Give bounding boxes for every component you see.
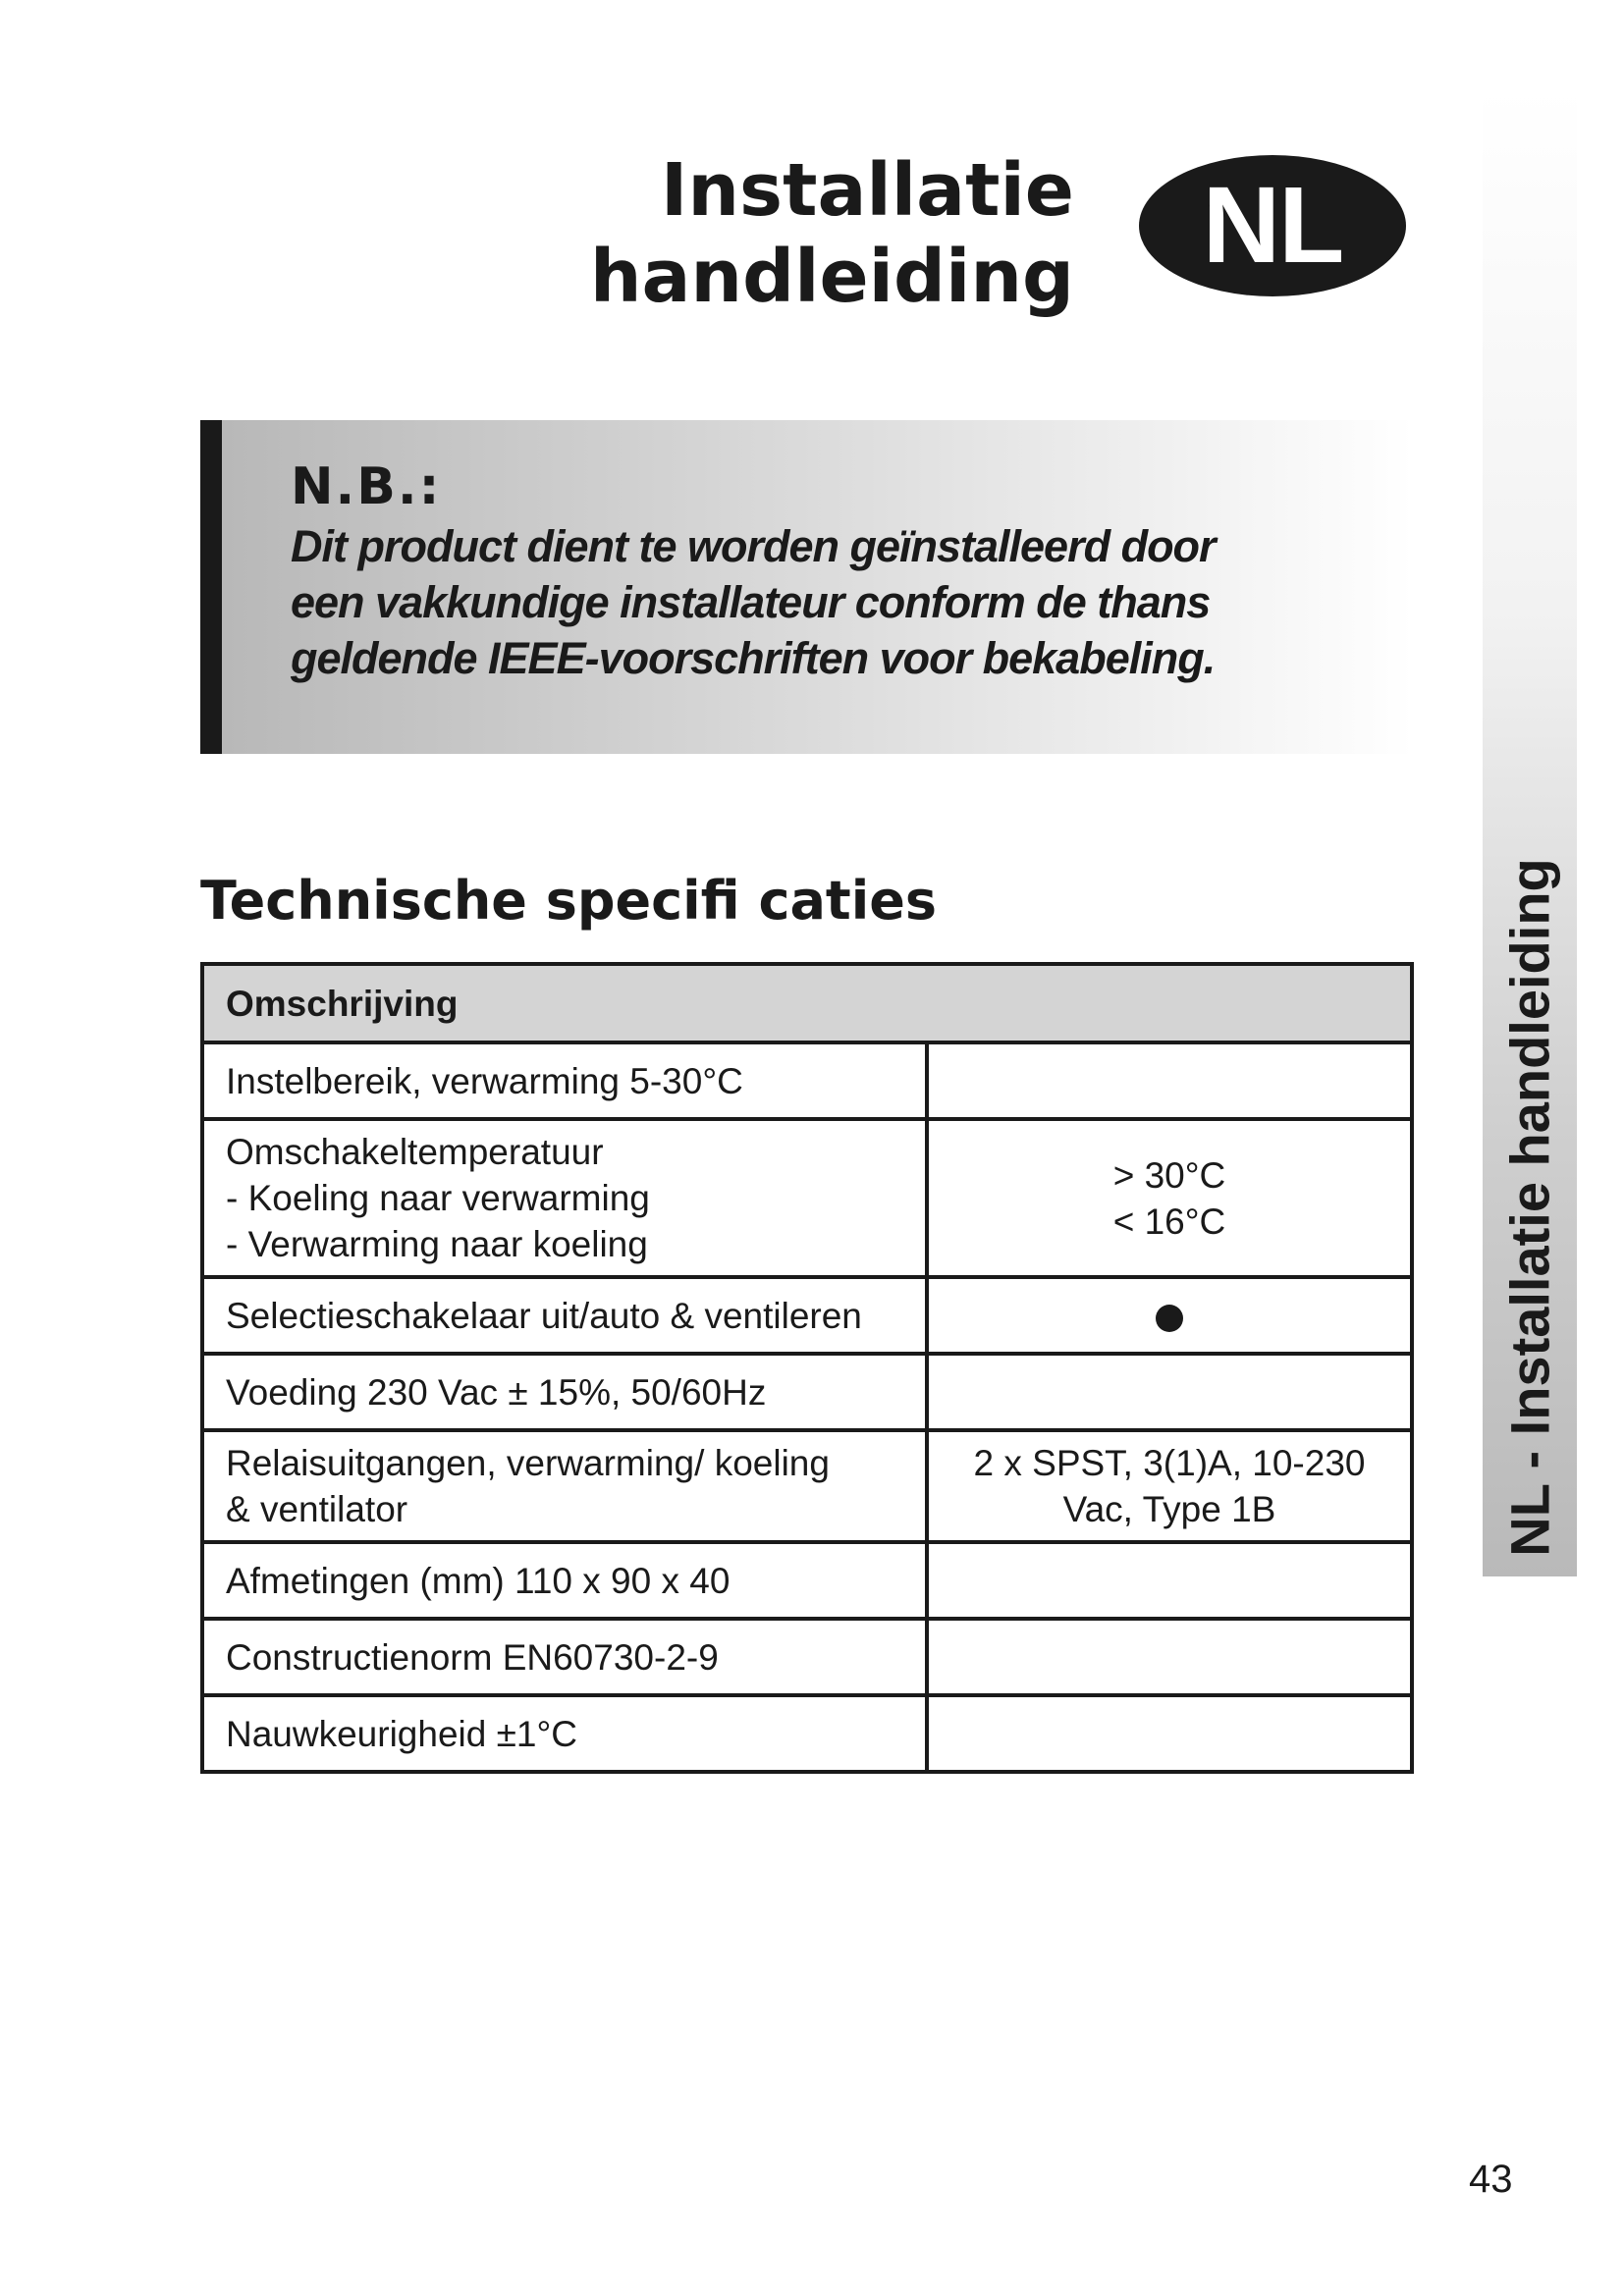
table-row [202,1695,1412,1772]
spec-description [202,1119,927,1277]
spec-value [927,1042,1412,1119]
spec-value [927,1430,1412,1542]
spec-description [202,1430,927,1542]
spec-value-text: > 30°C [1112,1154,1226,1196]
notice-line: Dit product dient te worden geïnstalleerd door [291,521,1216,571]
table-row [202,1430,1412,1542]
table-header-cell: Omschrijving [202,964,1412,1042]
spec-text: Constructienorm EN60730-2-9 [226,1636,719,1678]
spec-description [202,1695,927,1772]
notice-heading: N.B.: [291,457,442,516]
notice-line: een vakkundige installateur conform de thans [291,577,1211,627]
spec-description [202,1619,927,1695]
spec-value [927,1354,1412,1430]
spec-text: - Koeling naar verwarming [226,1178,650,1218]
spec-description [202,1354,927,1430]
table-row [202,1354,1412,1430]
section-title: Technische specifi caties [200,870,938,932]
spec-text: Afmetingen (mm) 110 x 90 x 40 [226,1560,731,1601]
spec-text: Omschakeltemperatuur [226,1132,604,1172]
spec-text: & ventilator [226,1489,408,1529]
page-title [590,147,1074,320]
table-row [202,1619,1412,1695]
spec-value [927,1619,1412,1695]
spec-text: - Verwarming naar koeling [226,1224,648,1264]
spec-value-text: Vac, Type 1B [1062,1489,1276,1529]
spec-text: Nauwkeurigheid ±1°C [226,1713,578,1754]
language-badge: NL [1139,155,1406,296]
filled-circle-icon [1156,1305,1183,1332]
side-tab-label: NL - Installatie handleiding [1498,858,1561,1557]
spec-value [927,1695,1412,1772]
page-number: 43 [1469,2158,1513,2201]
spec-description [202,1277,927,1354]
notice-body [291,518,1390,686]
notice-line: geldende IEEE-voorschriften voor bekabeling. [291,633,1216,683]
spec-value [927,1119,1412,1277]
spec-value [927,1542,1412,1619]
page-title-line-2: handleiding [589,235,1074,319]
table-header-row [202,964,1412,1042]
page-title-line-1: Installatie [660,148,1074,233]
spec-text: Relaisuitgangen, verwarming/ koeling [226,1443,830,1483]
notice-box [200,420,1414,754]
table-row [202,1542,1412,1619]
spec-text: Selectieschakelaar uit/auto & ventileren [226,1295,862,1336]
spec-text: Instelbereik, verwarming 5-30°C [226,1060,743,1101]
table-row [202,1119,1412,1277]
spec-description [202,1042,927,1119]
spec-table [200,962,1414,1774]
spec-value-text: 2 x SPST, 3(1)A, 10-230 [973,1443,1366,1483]
spec-text: Voeding 230 Vac ± 15%, 50/60Hz [226,1371,767,1413]
spec-value-text: < 16°C [1112,1201,1226,1242]
spec-description [202,1542,927,1619]
spec-value [927,1277,1412,1354]
table-row [202,1277,1412,1354]
table-row [202,1042,1412,1119]
